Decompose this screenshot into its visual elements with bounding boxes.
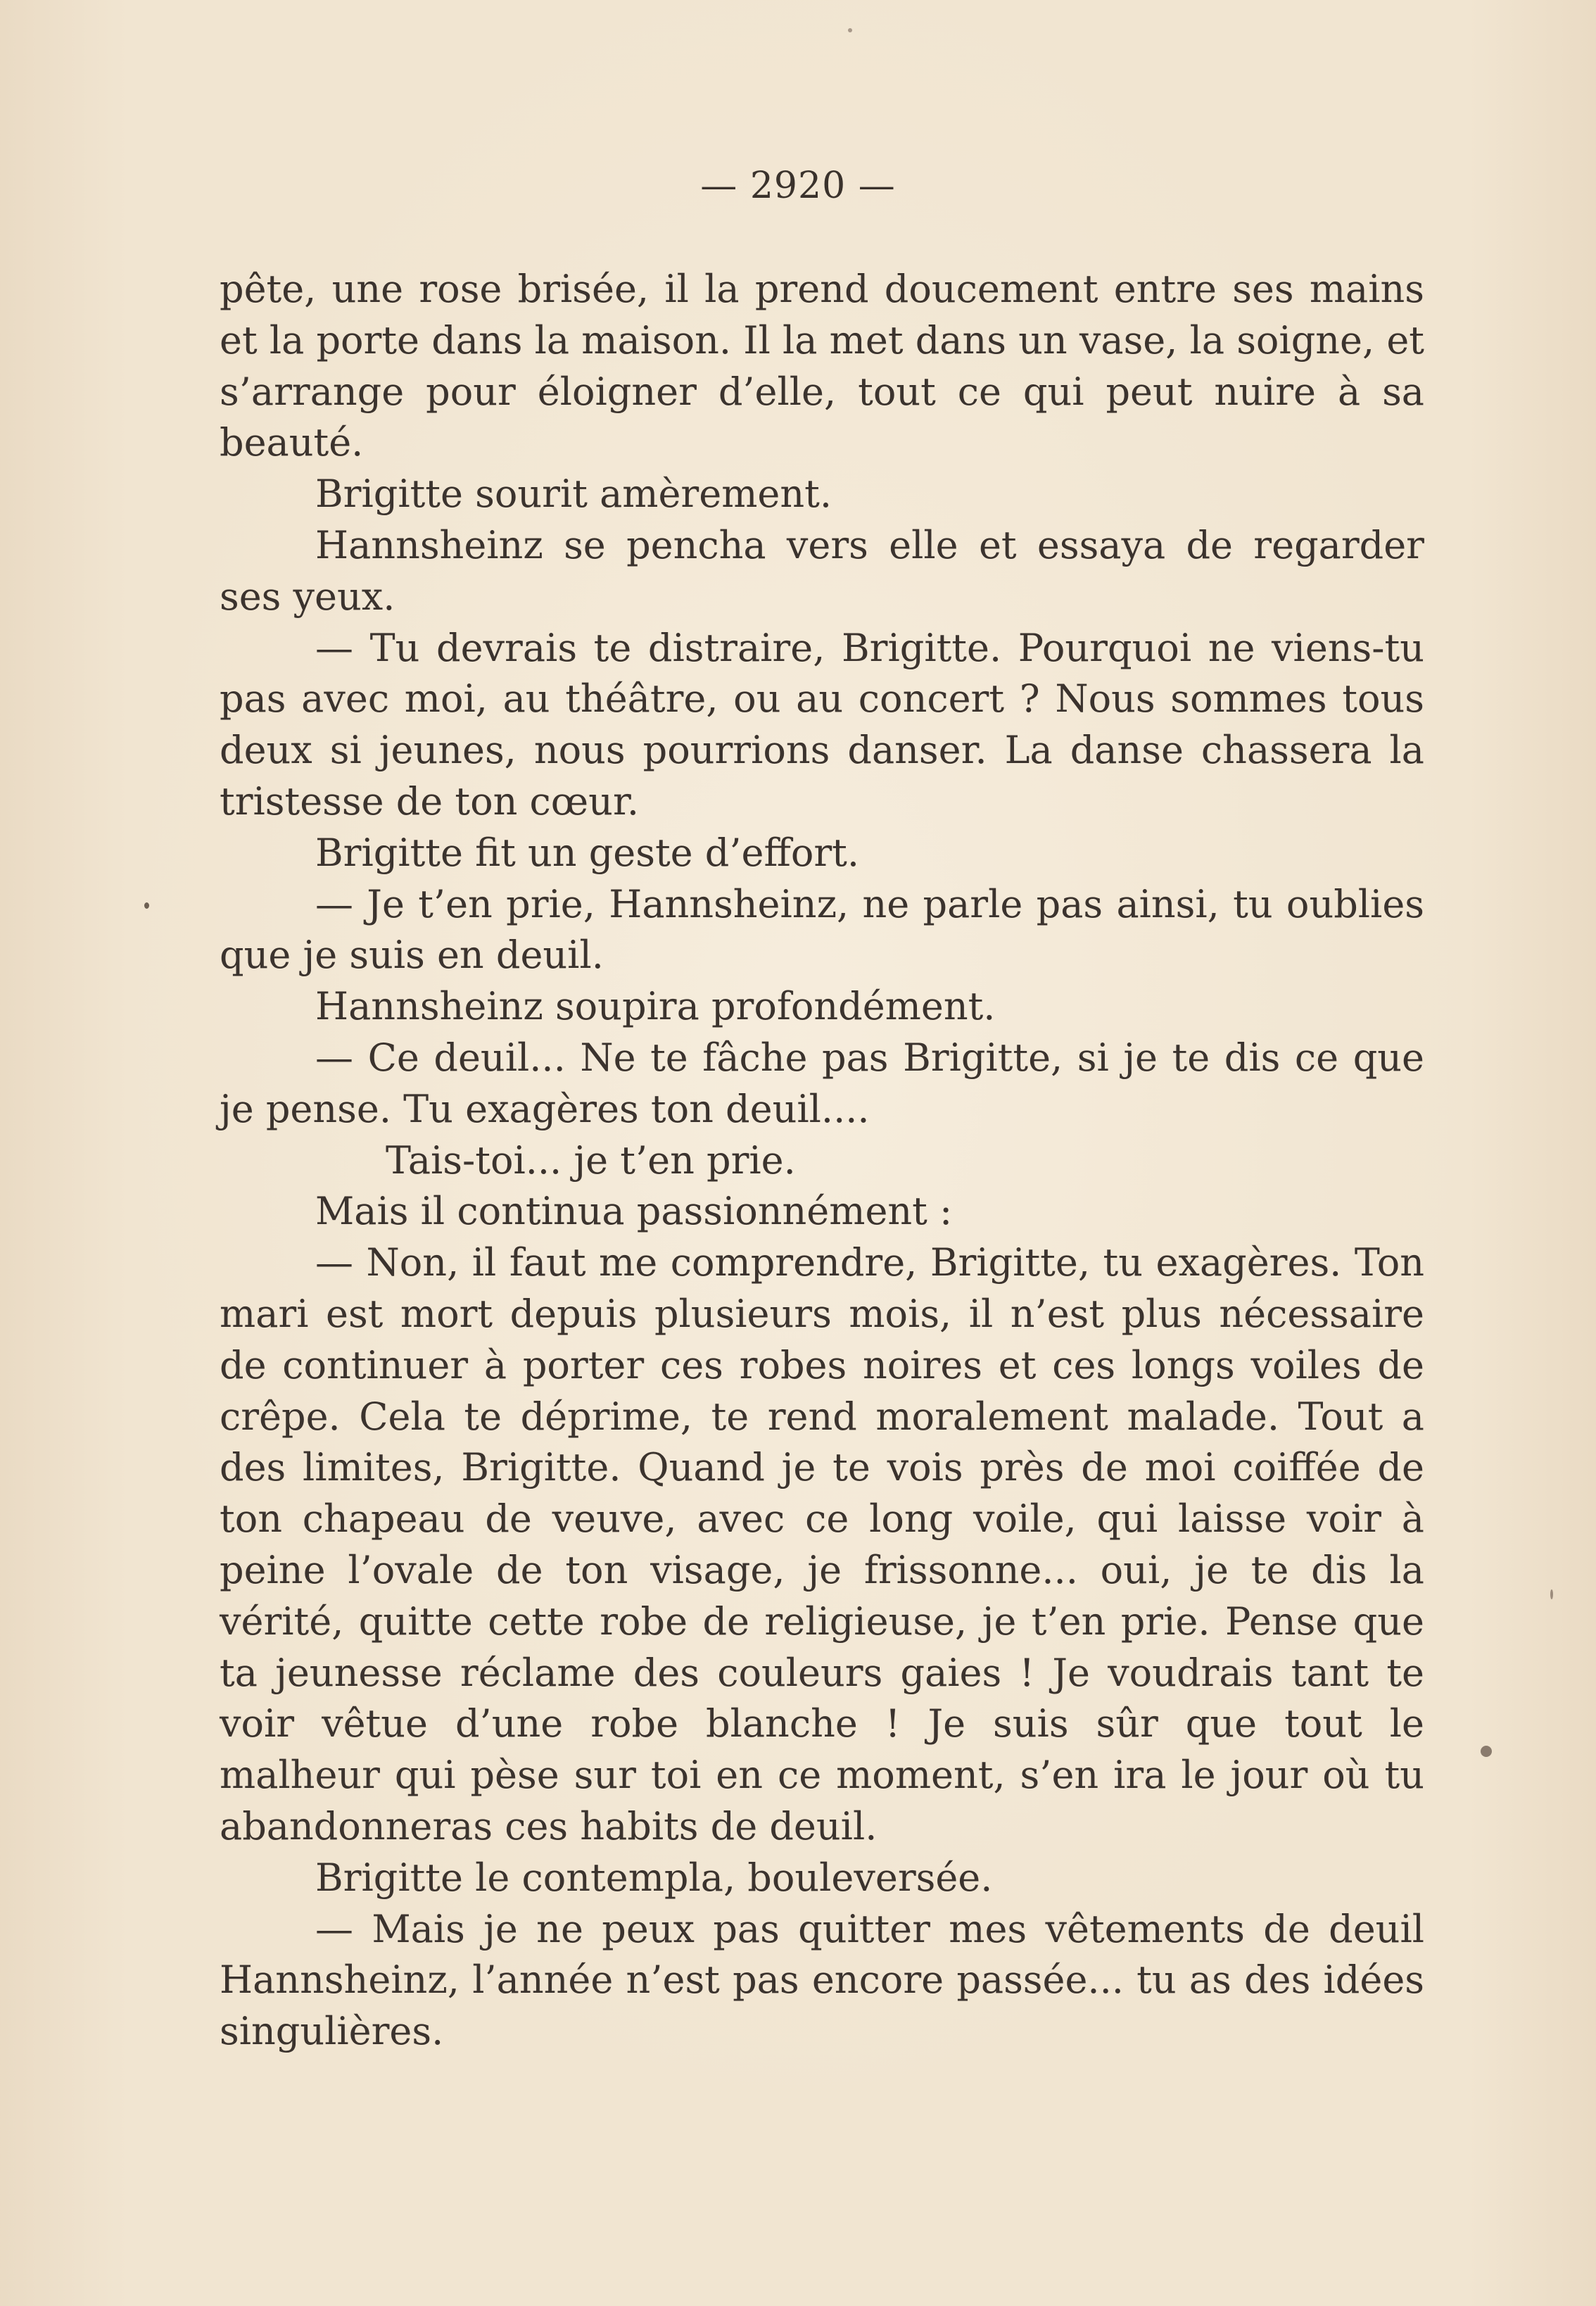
paragraph-3: Hannsheinz se pencha vers elle et essaya de regarder ses yeux. xyxy=(220,522,1424,619)
paper-speck xyxy=(1550,1589,1553,1599)
paper-speck xyxy=(848,28,852,32)
paragraph-1: pête, une rose brisée, il la prend doucement entre ses mains et la porte dans la maison. Il la met dans un vase, la soigne, et s’arrange pour éloigner d’elle, tout ce qui peut nuire à sa beauté. xyxy=(220,267,1424,465)
page-number: — 2920 — xyxy=(700,165,896,207)
paragraph-10: Mais il continua passionnément : xyxy=(315,1189,953,1234)
paragraph-8: — Ce deuil... Ne te fâche pas Brigitte, si je te dis ce que je pense. Tu exagères ton deuil.... xyxy=(220,1035,1424,1131)
paragraph-7: Hannsheinz soupira profondément. xyxy=(315,984,996,1029)
paragraph-4: — Tu devrais te distraire, Brigitte. Pourquoi ne viens-tu pas avec moi, au théâtre, ou au concert ? Nous sommes tous deux si jeunes, nous pourrions danser. La danse chassera la tristesse de ton cœur. xyxy=(220,625,1424,824)
paragraph-6: — Je t’en prie, Hannsheinz, ne parle pas ainsi, tu oublies que je suis en deuil. xyxy=(220,881,1424,978)
paragraph-12: Brigitte le contempla, bouleversée. xyxy=(315,1855,993,1900)
paragraph-5: Brigitte fit un geste d’effort. xyxy=(315,830,860,875)
paragraph-9: Tais-toi... je t’en prie. xyxy=(386,1138,796,1183)
body-text xyxy=(220,264,1424,2058)
paragraph-13: — Mais je ne peux pas quitter mes vêtements de deuil Hannsheinz, l’année n’est pas encore passée... tu as des idées singulières. xyxy=(220,1906,1424,2054)
paragraph-11: — Non, il faut me comprendre, Brigitte, tu exagères. Ton mari est mort depuis plusieurs mois, il n’est plus nécessaire de continuer à porter ces robes noires et ces longs voiles de crêpe. Cela te déprime, te rend moralement malade. Tout a des limites, Brigitte. Quand je te vois près de moi coiffée de ton chapeau de veuve, avec ce long voile, qui laisse voir à peine l’ovale de ton visage, je frissonne... oui, je te dis la vérité, quitte cette robe de religieuse, je t’en prie. Pense que ta jeunesse réclame des couleurs gaies ! Je voudrais tant te voir vêtue d’une robe blanche ! Je suis sûr que tout le malheur qui pèse sur toi en ce moment, s’en ira le jour où tu abandonneras ces habits de deuil. xyxy=(220,1240,1424,1848)
paper-speck xyxy=(144,902,149,909)
paper-speck xyxy=(1481,1746,1492,1757)
paragraph-2: Brigitte sourit amèrement. xyxy=(315,472,832,517)
